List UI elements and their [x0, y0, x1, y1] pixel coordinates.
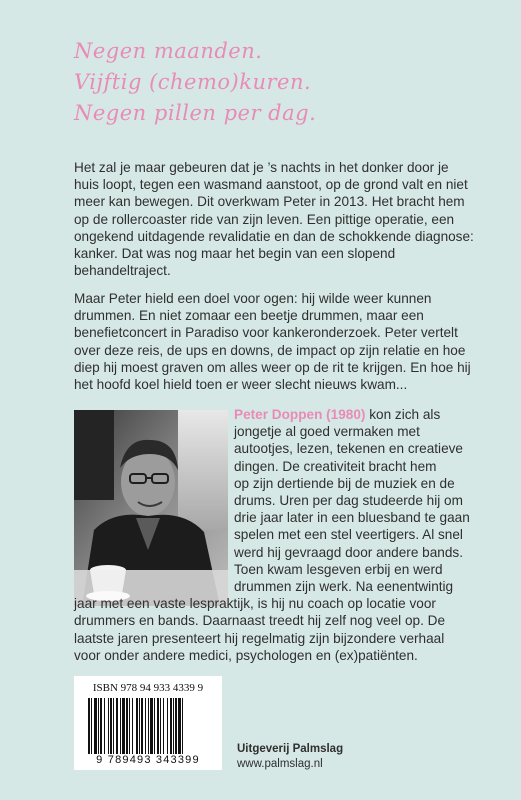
bio-line: drummers en bands. Daarnaast treedt hij zelf nog veel op. De: [74, 613, 446, 629]
author-name: Peter Doppen (1980): [234, 407, 366, 422]
bio-line: op zijn dertiende bij de muziek en de: [234, 475, 455, 491]
barcode-bar: [98, 698, 99, 754]
barcode-bar: [100, 698, 102, 754]
barcode-digits: 9 789493 343399: [96, 754, 200, 766]
barcode: [74, 676, 222, 770]
publisher-name: Uitgeverij Palmslag: [237, 743, 344, 755]
barcode-bar: [160, 698, 161, 754]
bio-line: laatste jaren presenteert hij regelmatig zijn bijzondere verhaal: [74, 630, 445, 646]
tagline-line-3: Negen pillen per dag.: [74, 101, 317, 125]
bio-line: autootjes, lezen, tekenen en creatieve: [234, 441, 463, 457]
publisher-url: www.palmslag.nl: [237, 758, 323, 770]
barcode-bar: [175, 698, 177, 754]
bio-line: voor onder andere medici, psychologen en (ex)patiënten.: [74, 647, 418, 663]
blurb-paragraph-1: Het zal je maar gebeuren dat je ’s nachts in het donker door je huis loopt, tegen een wasmand aanstoot, op de grond valt en niet meer kan bewegen. Dit overkwam Peter in 2013. Het bracht hem op de rollercoaster ride van zijn leven. Een pittige operatie, een ongekend uitdagende revalidatie en dan de schokkende diagnose: kanker. Dat was nog maar het begin van een slopend behandeltraject.: [74, 160, 474, 279]
barcode-bar: [173, 698, 174, 754]
barcode-bar: [148, 698, 149, 754]
bio-line: spelen met een stel veertigers. Al snel: [234, 527, 463, 543]
author-bio: [74, 406, 478, 664]
barcode-bar: [108, 698, 109, 754]
barcode-bar: [94, 698, 97, 754]
tagline-line-2: Vijftig (chemo)kuren.: [74, 70, 312, 94]
tagline: [74, 36, 316, 129]
bio-line: jaar met een vaste lespraktijk, is hij nu coach op locatie voor: [74, 596, 436, 612]
barcode-bar: [154, 698, 155, 754]
barcode-bar: [141, 698, 143, 754]
barcode-bar: [113, 698, 114, 754]
barcode-bar: [167, 698, 168, 754]
barcode-bar: [126, 698, 128, 754]
bio-line: drummen zijn werk. Na eenentwintig: [234, 579, 454, 595]
barcode-bar: [170, 698, 172, 754]
barcode-bar: [163, 698, 164, 754]
barcode-bar: [88, 698, 90, 754]
barcode-bar: [145, 698, 146, 754]
bio-line: kon zich als: [365, 407, 441, 422]
barcode-bar: [182, 698, 183, 754]
barcode-bar: [157, 698, 159, 754]
bio-line: dingen. De creativiteit bracht hem: [234, 458, 437, 474]
bio-line: jongetje al goed vermaken met: [234, 424, 420, 440]
bio-line: Toen kwam lesgeven erbij en werd: [234, 561, 443, 577]
barcode-bar: [120, 698, 121, 754]
isbn-label: ISBN 978 94 933 4339 9: [92, 682, 204, 694]
blurb-paragraph-2: Maar Peter hield een doel voor ogen: hij wilde weer kunnen drummen. En niet zomaar een beetje drummen, maar een benefietconcert in Paradiso voor kankeronderzoek. Peter vertelt over deze reis, de ups en downs, de impact op zijn relatie en hoe diep hij moest graven om alles weer op de rit te krijgen. En hoe hij het hoofd koel hield toen er weer slecht nieuws kwam...: [74, 291, 471, 393]
barcode-bar: [129, 698, 130, 754]
bio-line: drie jaar later in een bluesband te gaan: [234, 510, 470, 526]
tagline-line-1: Negen maanden.: [74, 39, 263, 63]
barcode-bar: [110, 698, 112, 754]
bio-first-line: [74, 406, 478, 423]
barcode-bar: [91, 698, 92, 754]
barcode-bars: [88, 698, 208, 754]
barcode-bar: [116, 698, 118, 754]
barcode-bar: [139, 698, 140, 754]
bio-line: werd hij gevraagd door andere bands.: [234, 544, 463, 560]
barcode-bar: [122, 698, 125, 754]
barcode-bar: [132, 698, 133, 754]
bio-line: drums. Uren per dag studeerde hij om: [234, 493, 463, 509]
barcode-bar: [104, 698, 105, 754]
barcode-bar: [150, 698, 153, 754]
publisher-info: [237, 742, 343, 772]
barcode-bar: [136, 698, 138, 754]
barcode-bar: [178, 698, 181, 754]
